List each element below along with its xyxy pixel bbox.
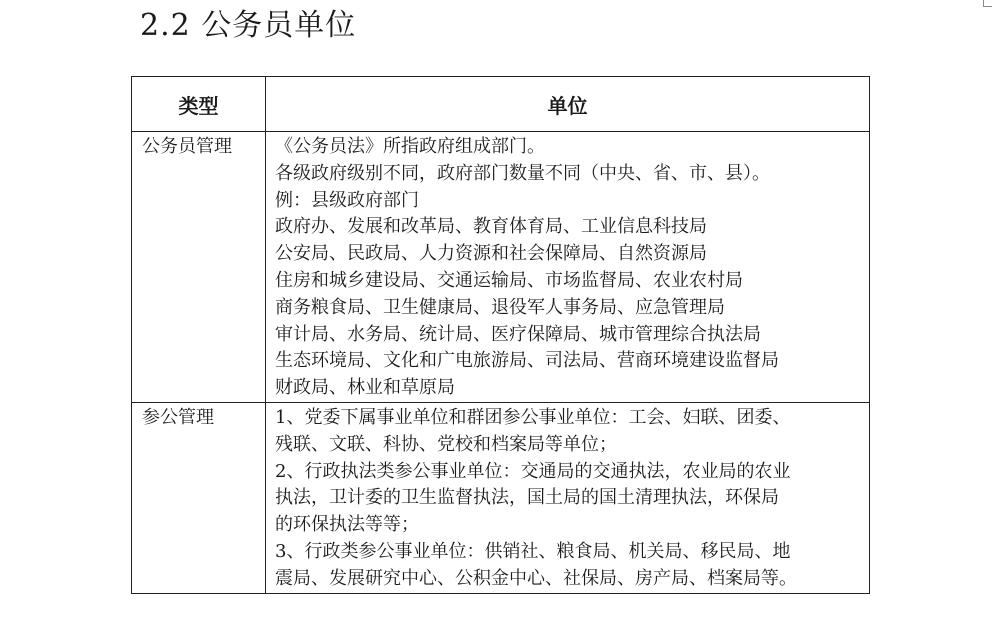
- unit-cell: [266, 402, 870, 593]
- section-heading: 2.2 公务员单位: [140, 8, 357, 43]
- table-row: [132, 132, 870, 403]
- header-type: 类型: [132, 77, 266, 132]
- unit-line: 住房和城乡建设局、交通运输局、市场监督局、农业农村局: [275, 269, 743, 291]
- unit-line: 生态环境局、文化和广电旅游局、司法局、营商环境建设监督局: [275, 350, 779, 372]
- unit-line: 执法，卫计委的卫生监督执法，国土局的国土清理执法，环保局: [275, 487, 779, 509]
- unit-table: [131, 76, 870, 594]
- unit-cell: [266, 132, 870, 403]
- table-row: [132, 402, 870, 593]
- unit-line: 1、党委下属事业单位和群团参公事业单位：工会、妇联、团委、: [275, 406, 791, 428]
- header-unit: 单位: [266, 77, 870, 132]
- unit-line: 《公务员法》所指政府组成部门。: [275, 136, 545, 157]
- type-cell: 参公管理: [132, 402, 266, 593]
- unit-line: 各级政府级别不同，政府部门数量不同（中央、省、市、县）。: [275, 162, 770, 184]
- unit-line: 政府办、发展和改革局、教育体育局、工业信息科技局: [275, 216, 707, 238]
- unit-line: 财政局、林业和草原局: [275, 377, 455, 399]
- unit-line: 审计局、水务局、统计局、医疗保障局、城市管理综合执法局: [275, 323, 761, 345]
- unit-line: 残联、文联、科协、党校和档案局等单位；: [275, 433, 617, 455]
- unit-line: 的环保执法等等；: [275, 514, 419, 536]
- unit-line: 震局、发展研究中心、公积金中心、社保局、房产局、档案局等。: [275, 567, 797, 589]
- page-corner-mark: [983, 0, 992, 7]
- unit-line: 例：县级政府部门: [275, 189, 419, 211]
- unit-line: 商务粮食局、卫生健康局、退役军人事务局、应急管理局: [275, 296, 725, 318]
- unit-line: 公安局、民政局、人力资源和社会保障局、自然资源局: [275, 243, 707, 265]
- unit-line: 2、行政执法类参公事业单位：交通局的交通执法，农业局的农业: [275, 460, 791, 482]
- table-header-row: [132, 77, 870, 132]
- type-cell: 公务员管理: [132, 132, 266, 403]
- unit-line: 3、行政类参公事业单位：供销社、粮食局、机关局、移民局、地: [275, 540, 791, 562]
